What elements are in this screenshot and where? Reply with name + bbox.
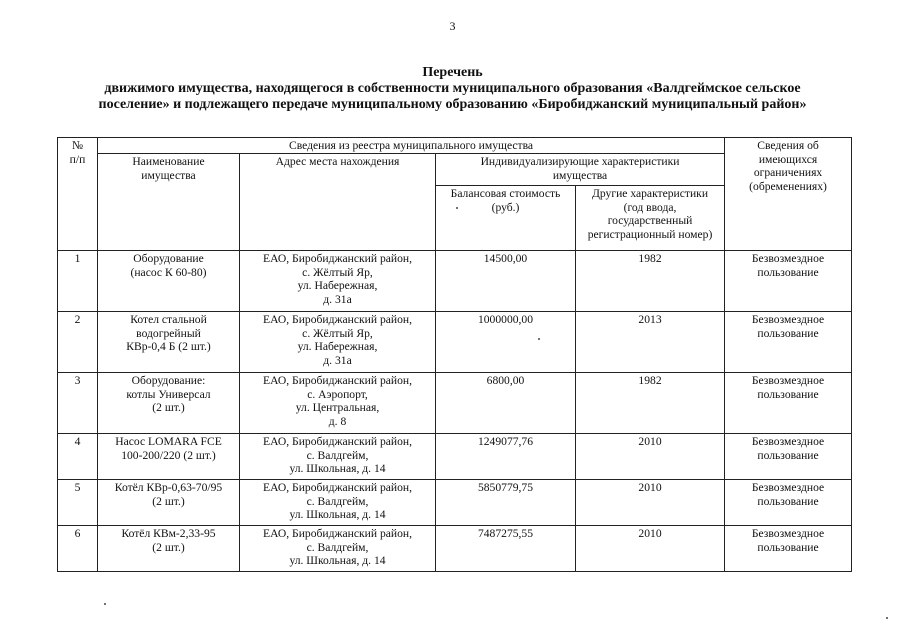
table-row (58, 251, 852, 312)
property-table (57, 137, 852, 572)
row-num: 3 (58, 373, 98, 434)
table-row (58, 434, 852, 480)
title-line: Перечень (422, 65, 483, 80)
row-address: ЕАО, Биробиджанский район, с. Аэропорт, ул. Центральная, д. 8 (240, 373, 436, 434)
row-name: Насос LOMARA FCE 100-200/220 (2 шт.) (98, 434, 240, 480)
row-num: 6 (58, 526, 98, 572)
row-name: Оборудование (насос К 60-80) (98, 251, 240, 312)
row-address: ЕАО, Биробиджанский район, с. Валдгейм, ул. Школьная, д. 14 (240, 526, 436, 572)
row-other: 1982 (576, 373, 725, 434)
row-name: Котел стальной водогрейный КВр-0,4 Б (2 шт.) (98, 312, 240, 373)
header-address: Адрес места нахождения (240, 154, 436, 251)
row-balance: 1000000,00 (436, 312, 576, 373)
row-encumbrance: Безвозмездное пользование (725, 434, 852, 480)
row-encumbrance: Безвозмездное пользование (725, 526, 852, 572)
header-characteristics: Индивидуализирующие характеристики имущества (436, 154, 725, 186)
scan-speck (456, 207, 458, 209)
row-encumbrance: Безвозмездное пользование (725, 251, 852, 312)
row-other: 2010 (576, 480, 725, 526)
header-num: № п/п (58, 138, 98, 251)
row-num: 1 (58, 251, 98, 312)
row-balance: 1249077,76 (436, 434, 576, 480)
title-line: поселение» и подлежащего передаче муниципальному образованию «Биробиджанский муниципальный район» (98, 97, 807, 112)
header-balance: Балансовая стоимость (руб.) (436, 186, 576, 251)
header-other: Другие характеристики (год ввода, государственный регистрационный номер) (576, 186, 725, 251)
row-name: Котёл КВм-2,33-95 (2 шт.) (98, 526, 240, 572)
header-encumbrance: Сведения об имеющихся ограничениях (обременениях) (725, 138, 852, 251)
row-other: 2010 (576, 526, 725, 572)
row-name: Котёл КВр-0,63-70/95 (2 шт.) (98, 480, 240, 526)
document-title (40, 65, 865, 113)
table-row (58, 526, 852, 572)
row-other: 1982 (576, 251, 725, 312)
row-other: 2010 (576, 434, 725, 480)
row-encumbrance: Безвозмездное пользование (725, 480, 852, 526)
title-line: движимого имущества, находящегося в собственности муниципального образования «Валдгеймское сельское (104, 81, 801, 96)
row-address: ЕАО, Биробиджанский район, с. Валдгейм, ул. Школьная, д. 14 (240, 480, 436, 526)
scan-speck (886, 617, 888, 619)
row-balance: 14500,00 (436, 251, 576, 312)
row-num: 2 (58, 312, 98, 373)
row-num: 5 (58, 480, 98, 526)
header-registry: Сведения из реестра муниципального имущества (98, 138, 725, 154)
row-name: Оборудование: котлы Универсал (2 шт.) (98, 373, 240, 434)
row-balance: 6800,00 (436, 373, 576, 434)
table-row (58, 312, 852, 373)
row-num: 4 (58, 434, 98, 480)
row-address: ЕАО, Биробиджанский район, с. Жёлтый Яр, ул. Набережная, д. 31а (240, 251, 436, 312)
page-number: 3 (449, 19, 456, 33)
table-row (58, 373, 852, 434)
scan-speck (104, 603, 106, 605)
row-balance: 5850779,75 (436, 480, 576, 526)
row-balance: 7487275,55 (436, 526, 576, 572)
row-encumbrance: Безвозмездное пользование (725, 312, 852, 373)
table-row (58, 480, 852, 526)
scan-speck (538, 338, 540, 340)
row-address: ЕАО, Биробиджанский район, с. Валдгейм, ул. Школьная, д. 14 (240, 434, 436, 480)
row-address: ЕАО, Биробиджанский район, с. Жёлтый Яр, ул. Набережная, д. 31а (240, 312, 436, 373)
row-encumbrance: Безвозмездное пользование (725, 373, 852, 434)
header-name: Наименование имущества (98, 154, 240, 251)
row-other: 2013 (576, 312, 725, 373)
